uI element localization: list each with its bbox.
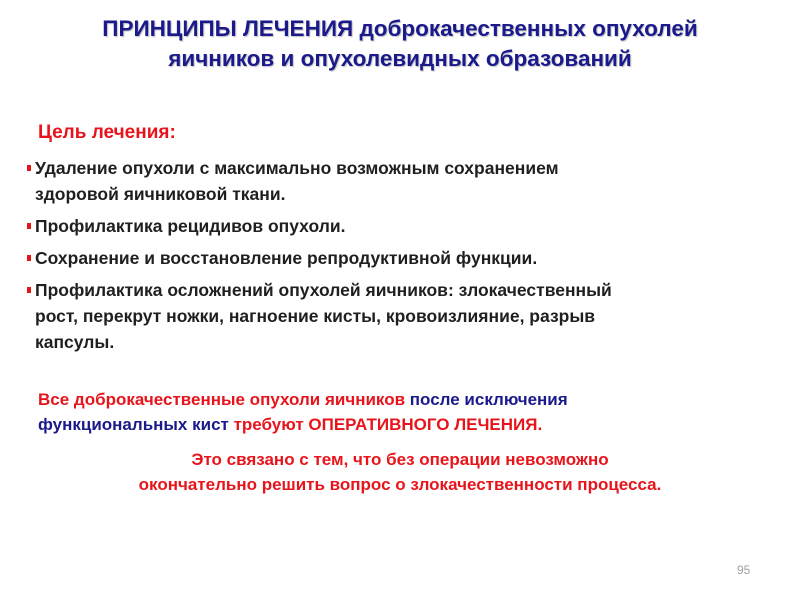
list-item-line: здоровой яичниковой ткани. [35, 184, 286, 204]
bullet-marker [27, 255, 31, 261]
explanation-line: окончательно решить вопрос о злокачественности процесса. [138, 475, 662, 494]
list-item [27, 213, 767, 239]
list-item-line: Удаление опухоли с максимально возможным сохранением [35, 158, 559, 178]
title-rest: доброкачественных опухолей [359, 16, 698, 41]
note-part-blue: функциональных кист [38, 415, 229, 434]
note-emphasis: ОПЕРАТИВНОГО ЛЕЧЕНИЯ. [308, 415, 543, 434]
title-line-2: яичников и опухолевидных образований [168, 46, 632, 71]
list-item-line: рост, перекрут ножки, нагноение кисты, кровоизлияние, разрыв [35, 306, 596, 326]
list-item [27, 155, 767, 207]
note-part-red: требуют [233, 415, 304, 434]
list-item-line: Профилактика рецидивов опухоли. [35, 216, 346, 236]
bullet-marker [27, 165, 31, 171]
surgery-note [38, 387, 768, 437]
explanation-note [0, 447, 800, 497]
note-part-red: Все доброкачественные опухоли яичников [38, 390, 406, 409]
list-item-line: Сохранение и восстановление репродуктивной функции. [35, 248, 538, 268]
list-item [27, 277, 767, 355]
list-item [27, 245, 767, 271]
slide-title [0, 14, 800, 74]
goal-heading: Цель лечения: [38, 122, 176, 143]
list-item-line: Профилактика осложнений опухолей яичников: злокачественный [35, 280, 612, 300]
bullet-marker [27, 223, 31, 229]
title-line-1 [0, 14, 800, 44]
bullet-marker [27, 287, 31, 293]
goal-list [27, 155, 767, 361]
list-item-line: капсулы. [35, 332, 115, 352]
explanation-line: Это связано с тем, что без операции невозможно [191, 450, 609, 469]
note-part-blue: после исключения [409, 390, 568, 409]
title-caps: ПРИНЦИПЫ ЛЕЧЕНИЯ [102, 16, 354, 41]
page-number: 95 [737, 563, 751, 577]
